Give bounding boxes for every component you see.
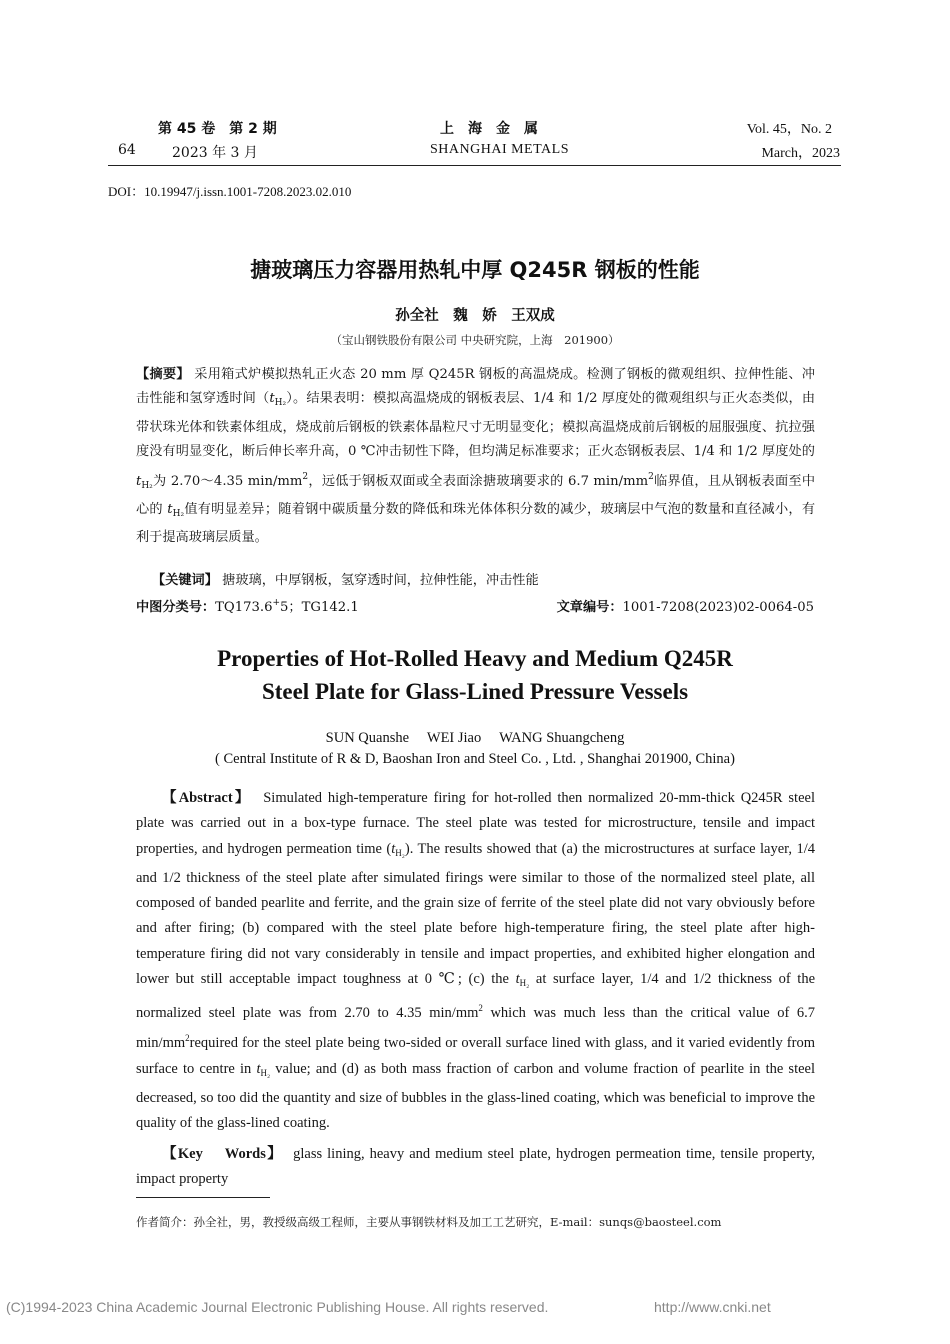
article-number-value: 1001-7208(2023)02-0064-05 [622, 600, 814, 615]
t-symbol: t [167, 502, 173, 518]
header-rule [108, 165, 841, 166]
journal-name-en: SHANGHAI METALS [430, 142, 569, 157]
date-cn: 2023 年 3 月 [172, 145, 258, 161]
t-subscript: H₂ [260, 1067, 271, 1078]
clc-value: TQ173.6 [215, 600, 273, 615]
t-symbol: t [256, 1060, 261, 1077]
abstract-en-text-1: Simulated high-temperature firing for hot-rolled then normalized 20-mm-thick Q245R steel plate was carried out in a box-type furnace. The steel plate was tested for microstructure, tensile and impact properties, and hydrogen permeation time ( [136, 790, 815, 857]
author-footnote: 作者简介：孙全社，男，教授级高级工程师，主要从事钢铁材料及加工工艺研究，E-mail：sunqs@baosteel.com [136, 1215, 722, 1229]
abstract-cn-text-6: 值有明显差异；随着钢中碳质量分数的降低和珠光体体积分数的减少，玻璃层中气泡的数量和直径减小，有利于提高玻璃层质量。 [136, 502, 816, 546]
title-en-line-1: Properties of Hot-Rolled Heavy and Medium Q245R [217, 646, 733, 671]
abstract-cn-text-5: 临界值，且从钢板表面至中心的 [136, 473, 816, 518]
t-subscript: H₂ [519, 977, 530, 988]
keywords-cn-label: 【关键词】 [152, 573, 218, 588]
journal-name-cn: 上 海 金 属 [440, 121, 538, 137]
keywords-en-text: glass lining, heavy and medium steel plate, hydrogen permeation time, tensile property, impact property [136, 1146, 816, 1188]
t-symbol: t [269, 391, 275, 407]
abstract-en-text-6: value; and (d) as both mass fraction of carbon and volume fraction of pearlite in the steel decreased, so too did the quantity and size of bubbles in the glass-lined coating, which was beneficial to improve the quality of the glass-lined coating. [136, 1060, 816, 1131]
abstract-en-text-4: which was much less than the critical value of 6.7 min/mm [136, 1005, 815, 1052]
affiliation-cn: （宝山钢铁股份有限公司 中央研究院，上海 201900） [330, 333, 620, 347]
t-subscript: H₂ [141, 480, 153, 491]
article-number [557, 596, 814, 615]
t-symbol: t [391, 840, 396, 857]
t-subscript: H₂ [274, 398, 287, 409]
keywords-en-label: 【Key Words】 [162, 1146, 284, 1162]
abstract-cn-label: 【摘要】 [136, 367, 190, 382]
authors-en: SUN Quanshe WEI Jiao WANG Shuangcheng [325, 730, 625, 746]
title-en-line-2: Steel Plate for Glass-Lined Pressure Vessels [261, 679, 689, 704]
abstract-en-text-2: ). The results showed that (a) the microstructures at surface layer, 1/4 and 1/2 thickness of the steel plate after simulated firings were similar to those of the normalized steel plate, all composed of banded pearlite and ferrite, and the grain size of ferrite of the steel plate did not vary obviously before and after firing; (b) compared with the steel plate before high-temperature firing, the steel plate after high-temperature firing did not vary considerably in tensile and impact properties, and exhibited higher elongation and lower but still acceptable impact toughness at 0 ℃; (c) the [136, 840, 815, 987]
abstract-cn-text-2: ）。结果表明：模拟高温烧成的钢板表层、1/4 和 1/2 厚度处的微观组织与正火态类似，由带状珠光体和铁素体组成，烧成前后钢板的铁素体晶粒尺寸无明显变化；模拟高温烧成前后钢板的屈服强度、抗拉强度没有明显变化，断后伸长率升高，0 ℃冲击韧性下降，但均满足标准要求；正火态钢板表层、1/4 和 1/2 厚度处的 [136, 391, 816, 460]
volume-issue-en: Vol. 45，No. 2 [746, 122, 832, 137]
keywords-cn-text: 搪玻璃，中厚钢板，氢穿透时间，拉伸性能，冲击性能 [222, 573, 539, 588]
abstract-cn-text-3: 为 2.70～4.35 min/mm [152, 473, 303, 489]
superscript-2: 2 [302, 471, 309, 482]
article-number-label: 文章编号： [556, 600, 623, 615]
t-subscript: H₂ [172, 509, 185, 520]
copyright-notice: (C)1994-2023 China Academic Journal Electronic Publishing House. All rights reserved. [6, 1299, 549, 1315]
doi: DOI：10.19947/j.issn.1001-7208.2023.02.010 [108, 184, 352, 199]
volume-issue-cn: 第 45 卷 第 2 期 [158, 121, 277, 137]
clc-number [136, 596, 359, 615]
cnki-website-link[interactable]: http://www.cnki.net [654, 1299, 771, 1315]
t-subscript: H₂ [395, 847, 405, 858]
keywords-cn [152, 569, 539, 588]
t-symbol: t [515, 970, 520, 987]
footnote-rule [136, 1197, 270, 1198]
superscript-2: 2 [185, 1033, 190, 1044]
abstract-en [136, 786, 815, 1136]
authors-cn: 孙全社 魏 娇 王双成 [395, 308, 555, 324]
affiliation-en: ( Central Institute of R & D, Baoshan Iron and Steel Co. , Ltd. , Shanghai 201900, China) [215, 751, 735, 767]
abstract-cn-text-4: ，远低于钢板双面或全表面涂搪玻璃要求的 6.7 min/mm [308, 473, 649, 489]
abstract-en-text-5: required for the steel plate being two-sided or overall surface lined with glass, and it varied evidently from surface to centre in [136, 1035, 815, 1077]
abstract-en-label: 【Abstract】 [162, 790, 252, 806]
abstract-cn-text-1: 采用箱式炉模拟热轧正火态 20 mm 厚 Q245R 钢板的高温烧成。检测了钢板的微观组织、拉伸性能、冲击性能和氢穿透时间（ [136, 367, 815, 407]
clc-label: 中图分类号： [136, 600, 216, 615]
abstract-cn [136, 363, 815, 551]
superscript-2: 2 [648, 471, 654, 482]
date-en: March，2023 [761, 146, 840, 161]
superscript-2: 2 [478, 1003, 483, 1013]
t-symbol: t [136, 473, 142, 489]
page-number: 64 [118, 142, 136, 158]
clc-value-2: 5；TG142.1 [280, 600, 359, 615]
keywords-en [136, 1142, 815, 1193]
abstract-en-text-3: at surface layer, 1/4 and 1/2 thickness of the normalized steel plate was from 2.70 to 4.35 min/mm [136, 970, 816, 1021]
clc-sup: + [272, 598, 281, 608]
title-cn: 搪玻璃压力容器用热轧中厚 Q245R 钢板的性能 [250, 258, 700, 282]
